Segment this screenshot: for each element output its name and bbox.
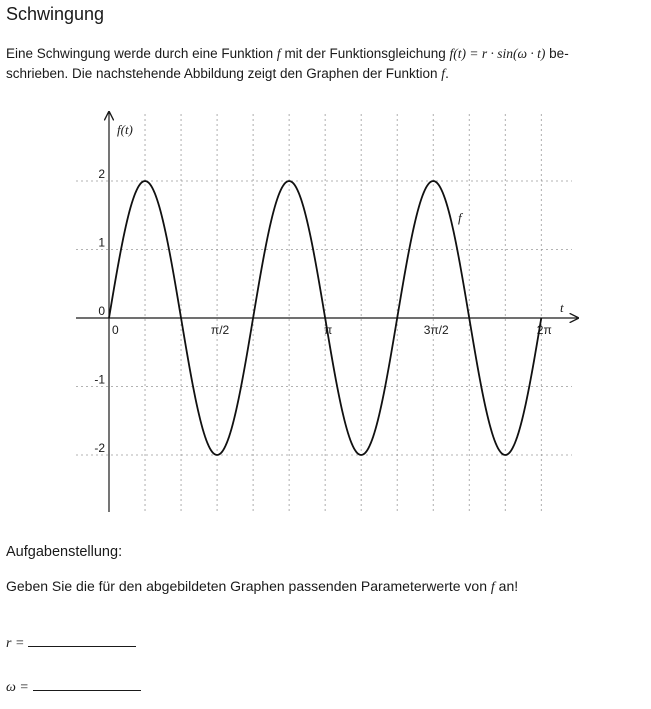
x-tick-label: π/2 [210, 323, 230, 337]
task-heading: Aufgabenstellung: [6, 544, 123, 560]
answer-r [6, 632, 136, 652]
intro-part-3: be- [545, 46, 569, 61]
page-title: Schwingung [6, 4, 105, 24]
x-tick-label: 3π/2 [423, 323, 449, 337]
intro-text [6, 44, 636, 84]
x-axis-label: t [560, 300, 564, 315]
x-tick-label: 0 [112, 323, 119, 337]
r-label: r = [6, 636, 25, 651]
y-tick-label: 0 [98, 304, 105, 318]
y-tick-label: -1 [94, 372, 105, 387]
y-tick-label: 2 [98, 167, 105, 181]
task-text [6, 578, 518, 596]
y-axis-label: f(t) [117, 122, 133, 137]
intro-f-symbol-2: f [441, 66, 446, 81]
tick-labels [94, 167, 551, 455]
answer-omega [6, 676, 141, 696]
intro-part-1: Eine Schwingung werde durch eine Funktion [6, 46, 277, 61]
task-part-2: an! [494, 578, 519, 594]
curve-label: f [458, 210, 462, 226]
task-part-1: Geben Sie die für den abgebildeten Graphen passenden Parameterwerte von [6, 578, 491, 594]
intro-part-4: schrieben. Die nachstehende Abbildung zeigt den Graphen der Funktion [6, 66, 442, 81]
x-tick-label: 2π [536, 323, 552, 337]
intro-f-symbol: f [276, 46, 281, 61]
x-tick-label: π [324, 323, 333, 337]
omega-answer-blank[interactable] [33, 676, 141, 691]
r-answer-blank[interactable] [28, 632, 136, 647]
function-graph [0, 100, 651, 520]
y-tick-label: 1 [98, 235, 105, 250]
omega-label: ω = [6, 680, 29, 695]
intro-equation: f(t) = r · sin(ω · t) [449, 46, 546, 61]
intro-part-5: . [445, 66, 449, 81]
y-tick-label: -2 [94, 441, 105, 455]
intro-part-2: mit der Funktionsgleichung [280, 46, 450, 61]
task-f-symbol: f [490, 580, 495, 595]
axes [76, 112, 578, 512]
